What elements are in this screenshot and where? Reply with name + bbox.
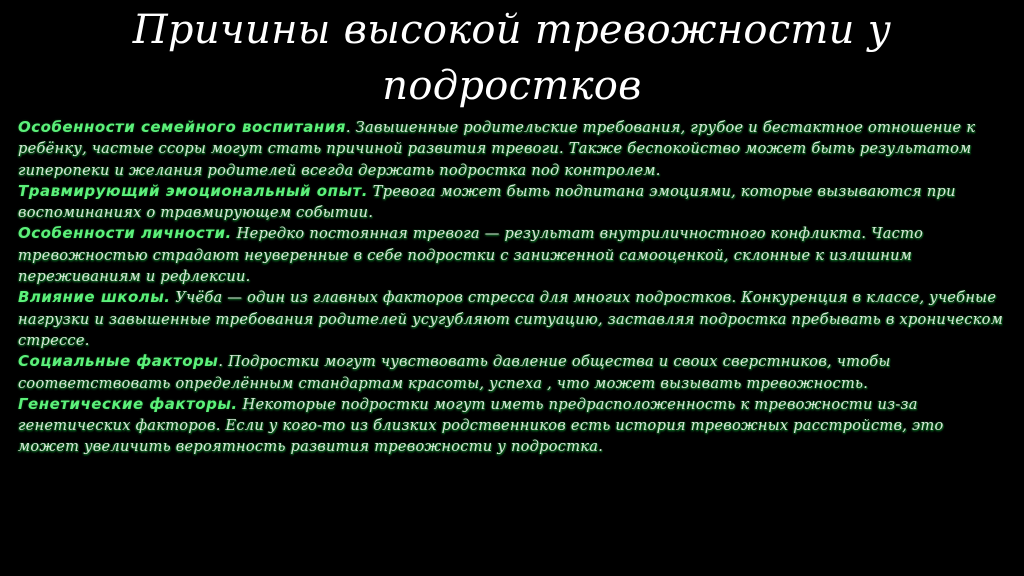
paragraph-personality [18, 223, 1008, 287]
paragraph-heading: Социальные факторы [18, 352, 219, 371]
paragraph-text: . Завышенные родительские требования, грубое и бестактное отношение к ребёнку, частые ссоры могут стать причиной развития тревоги. Также беспокойство может быть результатом гиперопеки и желания родителей всегда держать подростка под контролем. [18, 119, 976, 179]
paragraph-heading: Особенности семейного воспитания [18, 118, 346, 136]
paragraph-text: Некоторые подростки могут иметь предрасположенность к тревожности из-за генетических факторов. Если у кого-то из близких родственников есть история тревожных расстройств, это может увеличить вероятность развития тревожности у подростка. [18, 395, 944, 456]
paragraph-text: . Подростки могут чувствовать давление общества и своих сверстников, чтобы соответствовать определённым стандартам красоты, успеха , что может вызывать тревожность. [18, 353, 891, 392]
paragraph-heading: Генетические факторы. [18, 394, 238, 413]
paragraph-family-upbringing [18, 117, 1008, 181]
paragraph-text: Нередко постоянная тревога — результат внутриличностного конфликта. Часто тревожностью страдают неуверенные в себе подростки с заниженной самооценкой, склонные к излишним переживаниям и рефлексии. [18, 225, 924, 286]
paragraph-social-factors [18, 351, 1008, 394]
slide-content [18, 117, 1008, 458]
slide-title-line-2: подростков [382, 63, 642, 109]
slide-title-line-1: Причины высокой тревожности у [132, 7, 892, 53]
paragraph-text: Тревога может быть подпитана эмоциями, которые вызываются при воспоминаниях о травмирующем событии. [18, 182, 956, 222]
slide-title [0, 2, 1024, 114]
paragraph-school-influence [18, 287, 1008, 351]
paragraph-heading: Травмирующий эмоциональный опыт. [18, 181, 368, 200]
paragraph-heading: Влияние школы. [18, 288, 171, 307]
paragraph-heading: Особенности личности. [18, 224, 232, 243]
paragraph-traumatic-experience [18, 181, 1008, 224]
paragraph-text: Учёба — один из главных факторов стресса для многих подростков. Конкуренция в классе, учебные нагрузки и завышенные требования родителей усугубляют ситуацию, заставляя подростка пребывать в хроническом стрессе. [18, 289, 1004, 349]
paragraph-genetic-factors [18, 394, 1008, 458]
